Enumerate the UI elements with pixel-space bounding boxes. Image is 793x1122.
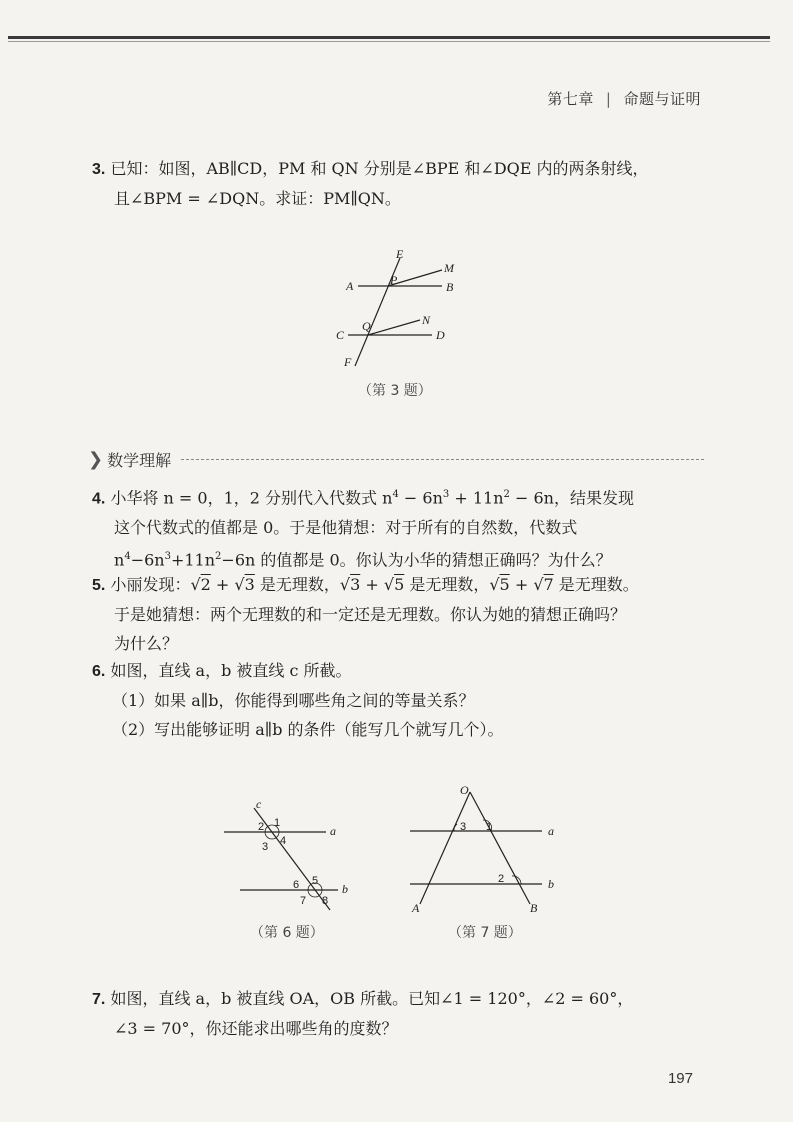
header-separator: | (605, 90, 612, 108)
line-oa (420, 792, 470, 904)
problem-text: +11n (170, 550, 216, 570)
angle-8: 8 (322, 895, 329, 907)
ray-qn (368, 320, 420, 335)
angle-2: 2 (258, 821, 265, 833)
label-c: c (256, 798, 262, 811)
figure-6-caption: （第 6 题） (250, 925, 324, 941)
problem-text: + √ (210, 575, 245, 594)
figure-7 (402, 780, 562, 924)
label-b: b (548, 877, 554, 891)
page-number: 197 (667, 1070, 693, 1087)
label-f: F (344, 355, 352, 369)
figure-6-diagram (218, 798, 358, 918)
exponent: 4 (124, 551, 131, 563)
problem-text: 为什么？ (114, 634, 179, 653)
label-b-point: B (530, 901, 538, 915)
subquestion-1: （1）如果 a∥b，你能得到哪些角之间的等量关系？ (112, 691, 475, 710)
exponent: 3 (164, 551, 171, 563)
radicand: 3 (350, 575, 361, 594)
figure-6 (218, 798, 358, 922)
label-d: D (436, 328, 445, 342)
line-ob (470, 792, 530, 904)
figure-3 (330, 248, 470, 377)
exponent: 3 (442, 489, 450, 500)
problem-text: 是无理数，√ (404, 575, 500, 594)
problem-text: −6n (130, 550, 165, 570)
section-header (88, 448, 704, 471)
header-rule (8, 36, 770, 39)
angle-5: 5 (312, 875, 319, 887)
problem-text: − 6n，结果发现 (509, 488, 634, 508)
figure-7-diagram (402, 780, 562, 920)
figure-3-caption: （第 3 题） (358, 383, 432, 399)
problem-text: 如图，直线 a，b 被直线 OA，OB 所截。已知∠1 = 120°，∠2 = 60°， (110, 989, 634, 1008)
angle-1: 1 (274, 817, 281, 829)
label-n: N (422, 313, 431, 327)
subquestion-2: （2）写出能够证明 a∥b 的条件（能写几个就写几个）。 (112, 720, 504, 739)
problem-text: + 11n (449, 488, 504, 508)
exponent: 4 (392, 489, 399, 500)
problem-4 (92, 480, 704, 575)
problem-text: 是无理数。 (553, 575, 639, 594)
chapter-label: 第七章 (547, 90, 594, 108)
label-p: P (390, 273, 398, 287)
label-q: Q (362, 319, 371, 333)
problem-text: 小丽发现：√ (110, 575, 201, 594)
label-m: M (444, 261, 454, 275)
problem-text: 如图，直线 a，b 被直线 c 所截。 (110, 661, 352, 680)
problem-text: 是无理数，√ (254, 575, 351, 594)
problem-7 (92, 984, 704, 1043)
problem-6 (92, 656, 704, 744)
header-rule-thin (8, 41, 770, 42)
problem-text: 且∠BPM = ∠DQN。求证：PM∥QN。 (114, 189, 401, 208)
running-head (547, 88, 701, 109)
chapter-title: 命题与证明 (623, 90, 701, 108)
problem-text: 已知：如图，AB∥CD，PM 和 QN 分别是∠BPE 和∠DQE 内的两条射线， (110, 159, 649, 178)
angle-3: 3 (460, 821, 467, 833)
problem-text: 于是她猜想：两个无理数的和一定还是无理数。你认为她的猜想正确吗？ (114, 605, 627, 624)
line-c (254, 808, 330, 910)
radicand: 5 (499, 575, 510, 594)
problem-number: 7. (92, 991, 106, 1008)
radicand: 3 (244, 575, 255, 594)
figure-7-caption: （第 7 题） (448, 925, 522, 941)
label-e: E (396, 248, 404, 261)
label-b: b (342, 882, 348, 896)
angle-2: 2 (498, 873, 505, 885)
problem-number: 5. (92, 577, 106, 594)
exponent: 2 (503, 489, 510, 500)
section-rule (181, 459, 704, 460)
label-o: O (460, 783, 469, 797)
angle-7: 7 (300, 895, 307, 907)
radicand: 2 (200, 575, 211, 594)
problem-text: + √ (509, 575, 544, 594)
problem-number: 4. (92, 490, 106, 508)
angle-6: 6 (293, 879, 300, 891)
problem-5 (92, 570, 704, 658)
chevron-right-icon: ❯ (88, 449, 104, 470)
figure-3-diagram (330, 248, 470, 373)
problem-number: 6. (92, 663, 106, 680)
angle-1: 1 (486, 821, 493, 833)
problem-text: n (114, 550, 125, 570)
problem-text: −6n 的值都是 0。你认为小华的猜想正确吗？为什么？ (221, 550, 612, 570)
label-a: a (330, 824, 336, 838)
label-a: A (346, 279, 354, 293)
angle-4: 4 (280, 835, 287, 847)
problem-text: 这个代数式的值都是 0。于是他猜想：对于所有的自然数，代数式 (114, 518, 578, 538)
label-b: B (446, 280, 454, 294)
angle-arc-3 (454, 824, 457, 831)
problem-3 (92, 154, 704, 213)
label-c: C (336, 328, 345, 342)
radicand: 7 (543, 575, 554, 594)
label-a: a (548, 824, 554, 838)
problem-text: − 6n (398, 488, 443, 508)
problem-number: 3. (92, 161, 106, 178)
radicand: 5 (394, 575, 405, 594)
exponent: 2 (215, 551, 222, 563)
section-title: 数学理解 (107, 451, 172, 470)
problem-text: ∠3 = 70°，你还能求出哪些角的度数？ (114, 1019, 398, 1038)
label-a-point: A (412, 901, 420, 915)
problem-text: 小华将 n = 0，1，2 分别代入代数式 n (110, 488, 393, 508)
problem-text: + √ (360, 575, 395, 594)
angle-3: 3 (262, 841, 269, 853)
